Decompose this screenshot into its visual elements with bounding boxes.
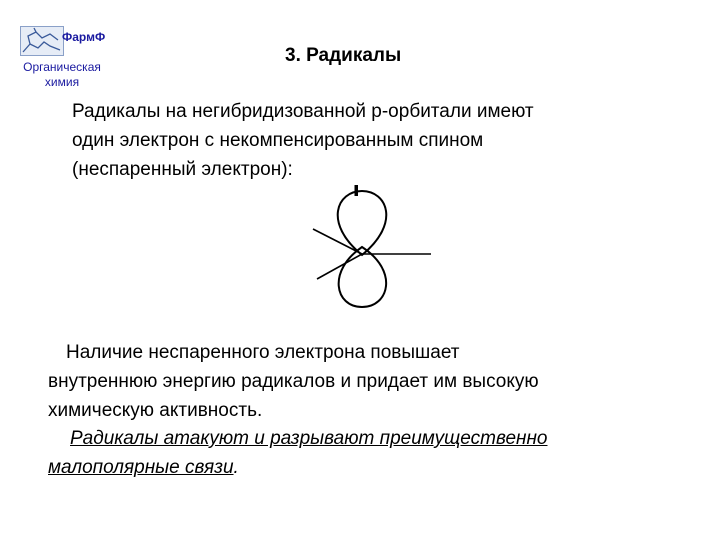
para2-line-3: химическую активность.	[48, 400, 263, 421]
slide-title: 3. Радикалы	[285, 45, 402, 66]
para2-line-1: Наличие неспаренного электрона повышает	[66, 342, 460, 363]
intro-line-1: Радикалы на негибридизованной р-орбитали имеют	[72, 101, 534, 122]
para3-line-2: малополярные связи.	[48, 457, 239, 478]
p-orbital-radical-icon	[305, 183, 435, 315]
para2-line-2: внутреннюю энергию радикалов и придает им высокую	[48, 371, 539, 392]
intro-line-2: один электрон с некомпенсированным спином	[72, 130, 484, 151]
molecule-logo-icon	[20, 26, 64, 56]
attack-paragraph	[48, 424, 698, 482]
unpaired-electron-mark	[355, 185, 359, 196]
brand-name: ФармФ	[62, 30, 106, 44]
energy-paragraph	[48, 338, 698, 425]
course-subtitle	[6, 60, 118, 90]
subtitle-line-2: химия	[44, 75, 80, 89]
intro-paragraph	[72, 97, 692, 184]
intro-line-3: (неспаренный электрон):	[72, 159, 293, 180]
para3-line-1: Радикалы атакуют и разрывают преимущественно	[70, 428, 548, 449]
subtitle-line-1: Органическая	[23, 60, 101, 74]
